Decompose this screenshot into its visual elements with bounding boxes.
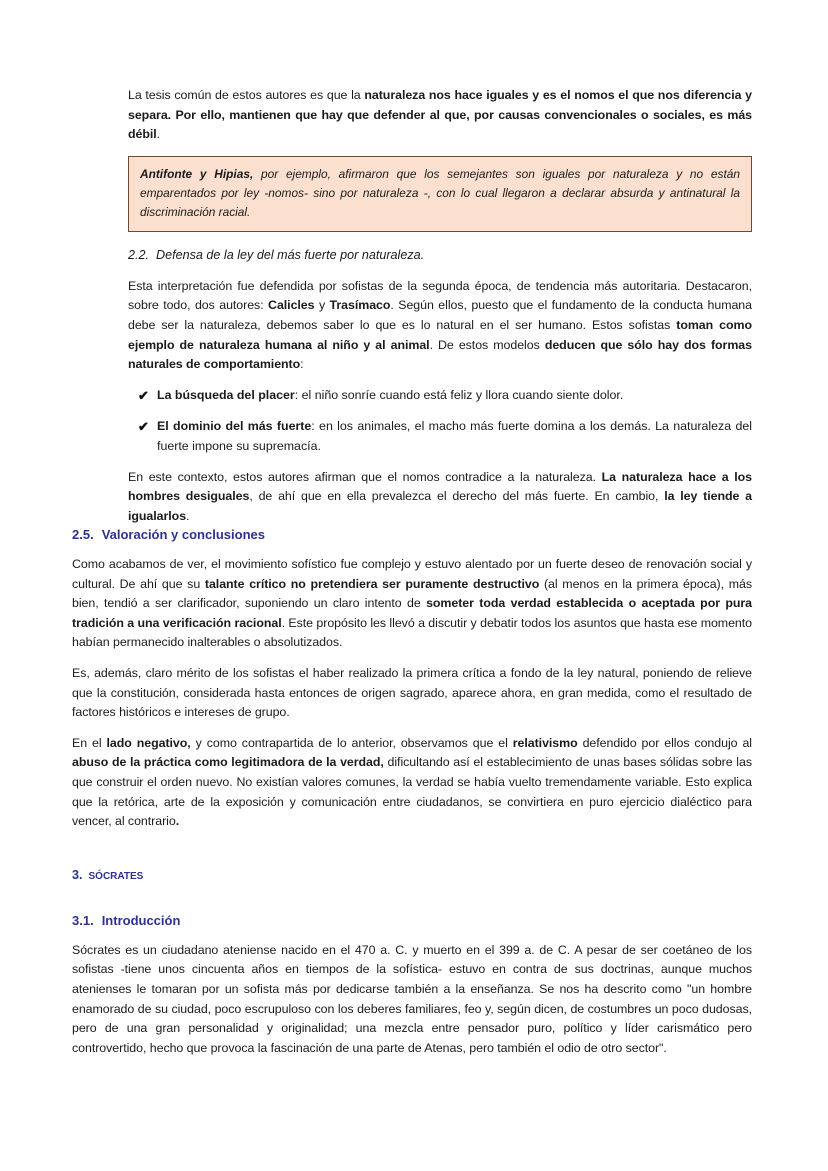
s25p1-t1: Como acabamos de ver, el movimiento sofístico fue complejo y estuvo alentado por un fuerte deseo de renovación social y cultural. De ahí que su [72,557,752,591]
indented-content-region [128,86,752,537]
s22-p4: . De estos modelos [429,337,545,352]
section-3-1-paragraph: Sócrates es un ciudadano ateniense nacido en el 470 a. C. y muerto en el 399 a. de C. A pesar de ser coetáneo de los sofistas -tiene unos cincuenta años en tiempos de la sofística- estuvo en contra de sus doctrinas, aunque muchos atenienses le tomaran por un sofista más por dedicarse también a la enseñanza. Se nos ha descrito como "un hombre enamorado de su ciudad, poco escrupuloso con los deberes familiares, feo y, según dicen, de costumbres un poco dudosas, pero de una gran personalidad y originalidad; una mezcla entre pensador puro, político y líder carismático pero controvertido, hecho que provoca la fascinación de una parte de Atenas, pero también el odio de otro sector". [72,942,752,1055]
callout-body: por ejemplo, afirmaron que los semejantes son iguales por naturaleza y no están emparentados por ley -nomos- sino por naturaleza -, con lo cual llegaron a declarar absurda y antinatural la discriminación racial. [140,166,740,219]
s22-b2: Trasímaco [329,298,391,313]
list-item-title: La búsqueda del placer [157,387,295,402]
heading-3-1-number: 3.1. [72,912,94,928]
callout-paragraph [140,165,740,222]
list-item-title: El dominio del más fuerte [157,419,312,434]
heading-2-2-number: 2.2. [128,247,150,262]
intro-text-tail: . [156,127,161,142]
callout-lead: Antifonte y Hipias, [140,166,254,181]
main-content-region [72,526,752,1069]
check-icon: ✔ [138,387,149,403]
s25p3-t3: defendido por ellos condujo al [577,735,752,750]
s22-b1: Calicles [268,298,315,313]
section-gap [72,843,752,865]
s25p3-b1: lado negativo, [106,735,191,750]
s22-p5: : [300,357,304,372]
section-2-5-paragraph-2: Es, además, claro mérito de los sofistas el haber realizado la primera crítica a fondo de la ley natural, poniendo de relieve que la constitución, considerada hasta entonces de origen sagrado, aparece ahora, en gran medida, como el resultado de factores históricos e intereses de grupo. [72,665,752,720]
intro-text-bold: naturaleza nos hace iguales y es el nomos el que nos diferencia y separa. Por ello, mantienen que hay que defender al que, por causas convencionales o sociales, es más débil [128,88,752,142]
heading-3-number: 3. [72,867,83,882]
intro-paragraph [128,86,752,145]
heading-3-1-title: Introducción [101,912,181,928]
heading-2-5-title: Valoración y conclusiones [101,527,265,542]
heading-3-title: sócrates [88,865,144,882]
s25p3-b4: . [175,814,180,829]
s22-p1: Esta interpretación fue defendida por sofistas de la segunda época, de tendencia más autoritaria. Destacaron, sobre todo, dos autores: [128,278,752,313]
section-2-5-paragraph-3 [72,734,752,832]
list-item [128,417,752,456]
list-item-text [157,386,752,406]
s25p3-t1: En el [72,735,107,750]
check-icon: ✔ [138,419,149,435]
s22-b4: deducen que sólo hay dos formas naturales de comportamiento [128,337,752,372]
section-2-2-closing-paragraph [128,468,752,527]
s25p3-b2: relativismo [512,735,578,750]
heading-2-2 [128,246,752,264]
heading-2-5-number: 2.5. [72,527,94,542]
s25p1-t2: (al menos en la primera época), más bien, tendió a ser clarificador, suponiendo un claro intento de [72,576,752,611]
s22c-b1: La naturaleza hace a los hombres desiguales [128,469,752,504]
s22c-p2: , de ahí que en ella prevalezca el derecho del más fuerte. En cambio, [249,489,665,504]
s22c-p3: . [186,508,190,523]
list-item-text [157,417,752,456]
callout-box [128,156,752,232]
heading-2-5 [72,526,752,544]
heading-3-1 [72,912,752,930]
s25p3-t2: y como contrapartida de lo anterior, observamos que el [190,735,513,750]
intro-text-plain: La tesis común de estos autores es que la [128,88,365,102]
natural-behaviours-list [128,386,752,457]
section-2-5-paragraph-1 [72,555,752,653]
section-2-2-paragraph [128,277,752,375]
subsection-gap [72,898,752,912]
s25p3-t4: dificultando así el establecimiento de unas bases sólidas sobre las que construir el orden nuevo. No existían valores comunes, la verdad se había vuelto tremendamente variable. Esto explica que la retórica, arte de la exposición y comunicación entre ciudadanos, se convirtiera en puro ejercicio dialéctico para vencer, al contrario [72,755,752,829]
s22c-b2: la ley tiende a igualarlos [128,489,753,523]
s22c-p1: En este contexto, estos autores afirman que el nomos contradice a la naturaleza. [128,469,602,484]
s25p1-b1: talante crítico no pretendiera ser puramente destructivo [204,576,540,591]
list-item-body: : el niño sonríe cuando está feliz y llora cuando siente dolor. [294,387,624,402]
s25p3-b3: abuso de la práctica como legitimadora de la verdad, [72,755,384,770]
s25p1-t3: . Este propósito les llevó a discutir y debatir todos los asuntos que hasta ese momento habían permanecido inalterables o absolutizados. [72,615,752,650]
heading-2-2-title: Defensa de la ley del más fuerte por naturaleza. [156,247,425,262]
s22-b3: toman como ejemplo de naturaleza humana al niño y al animal [128,317,752,352]
heading-3-socrates [72,865,752,884]
s22-p3: . Según ellos, puesto que el fundamento de la conducta humana debe ser la naturaleza, debemos saber lo que es lo natural en el ser humano. Estos sofistas [128,298,752,332]
s25p1-b2: someter toda verdad establecida o aceptada por pura tradición a una verificación racional [72,596,753,630]
s22-p2: y [314,298,330,313]
list-item-body: : en los animales, el macho más fuerte domina a los demás. La naturaleza del fuerte impone su supremacía. [157,419,752,453]
list-item [128,386,752,406]
